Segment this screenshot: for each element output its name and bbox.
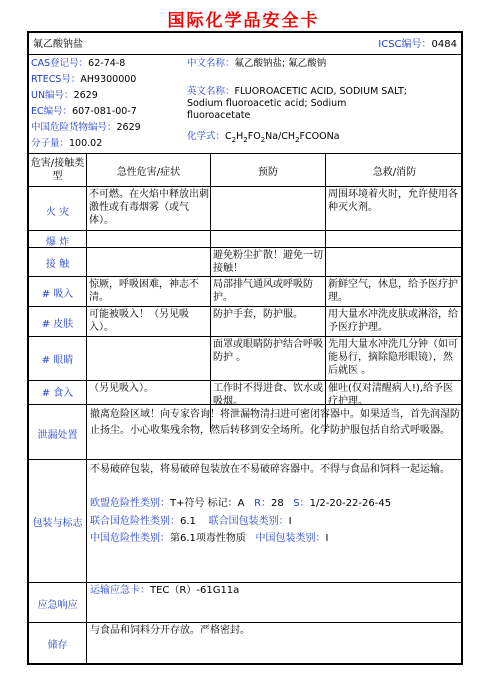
header-symptoms: 急性危害/症状 (116, 167, 181, 178)
en-name-line: 英文名称：FLUOROACETIC ACID, SODIUM SALT; (187, 86, 407, 97)
cn-name-line: 中文名称：氟乙酸钠盐; 氟乙酸钠 (187, 58, 327, 69)
identifier-list (31, 58, 181, 150)
header-hazard-type: 危害/接触类型 (30, 158, 85, 182)
inhalation-prevention: 局部排气通风或呼吸防护。 (213, 279, 313, 303)
packaging-text: 不易破碎包装，将易破碎包装放在不易破碎容器中。不得与食品和饲料一起运输。 (90, 464, 450, 475)
spill-text: 撤离危险区域！向专家咨询！将泄漏物清扫进可密闭容器中。如果适当，首先润湿防止扬尘。小心收集残余物，然后转移到安全场所。化学防护服包括自给式呼吸器。 (90, 409, 460, 436)
cn-classification: 中国危险性类别：第6.1项毒性物质 中国包装类别：I (90, 533, 329, 544)
ec-line: EC编号：607-081-00-7 (31, 106, 137, 117)
row-type-fire: 火 灾 (45, 207, 70, 218)
formula-value: $C_2H_2FO_2Na/CH_2FCOONa$ (225, 131, 340, 144)
header-first-aid: 急救/消防 (372, 167, 417, 178)
contact-prevention: 避免粉尘扩散！避免一切接触！ (213, 250, 323, 274)
icsc-label: ICSC编号： (378, 39, 432, 50)
safety-card (27, 31, 463, 665)
transport-card: 运输应急卡：TEC（R）-61G11a (90, 585, 240, 596)
names-block (187, 58, 457, 146)
substance-name: 氟乙酸钠盐 (33, 39, 83, 50)
row-type-skin: # 皮肤 (41, 319, 74, 330)
en-name-line-3: fluoroacetate (187, 110, 251, 121)
skin-prevention: 防护手套，防护服。 (213, 309, 303, 320)
inhalation-aid: 新鲜空气，休息，给予医疗护理。 (328, 279, 458, 303)
un-line: UN编号：2629 (31, 90, 98, 101)
en-name-line-2: Sodium fluoroacetic acid; Sodium (187, 98, 347, 109)
formula-line: 化学式：$C_2H_2FO_2Na/CH_2FCOONa$ (187, 131, 340, 144)
fire-aid: 周围环境着火时，允许使用各种灭火剂。 (328, 189, 458, 213)
header-prevention: 预防 (258, 167, 278, 178)
eu-classification: 欧盟危险性类别：T+符号 标记：A R：28 S：1/2-20-22-26-45 (90, 498, 392, 509)
storage-label: 储存 (47, 640, 68, 651)
rtecs-line: RTECS号：AH9300000 (31, 74, 137, 85)
inhalation-symptom: 惊厥，呼吸困难，神志不清。 (89, 279, 199, 303)
row-type-contact: 接 触 (45, 259, 70, 270)
skin-symptom: 可能被吸入！（另见吸入）。 (89, 309, 189, 333)
row-type-ingestion: # 食入 (41, 388, 74, 399)
eyes-aid: 先用大量水冲洗几分钟（如可能易行，摘除隐形眼镜），然后就医 。 (328, 339, 458, 376)
ingestion-aid: 催吐(仅对清醒病人!),给予医疗护理。 (328, 383, 453, 407)
spill-label: 泄漏处置 (37, 430, 78, 441)
storage-text: 与食品和饲料分开存放。严格密封。 (90, 625, 250, 636)
row-type-eyes: # 眼睛 (41, 355, 74, 366)
eyes-prevention: 面罩或眼睛防护结合呼吸防护 。 (213, 339, 323, 363)
icsc-value: 0484 (431, 39, 457, 50)
row-type-explosion: 爆 炸 (45, 237, 70, 248)
row-type-inhalation: # 吸入 (41, 289, 74, 300)
fire-symptom: 不可燃。在火焰中释放出刺激性或有毒烟雾（或气体）。 (89, 189, 209, 226)
skin-aid: 用大量水冲洗皮肤或淋浴，给予医疗护理。 (328, 309, 458, 333)
emergency-label: 应急响应 (37, 600, 78, 611)
cn-dangerous-line: 中国危险货物编号：2629 (31, 122, 141, 133)
ingestion-symptom: （另见吸入）。 (89, 383, 154, 394)
icsc-number (378, 39, 457, 51)
ingestion-prevention: 工作时不得进食、饮水或吸烟。 (213, 383, 323, 407)
card-title: 国际化学品安全卡 (167, 11, 320, 31)
mw-line: 分子量：100.02 (31, 138, 103, 149)
un-classification: 联合国危险性类别：6.1 联合国包装类别：I (90, 516, 292, 527)
cas-line: CAS登记号：62-74-8 (31, 58, 126, 69)
packaging-label: 包装与标志 (32, 518, 83, 529)
